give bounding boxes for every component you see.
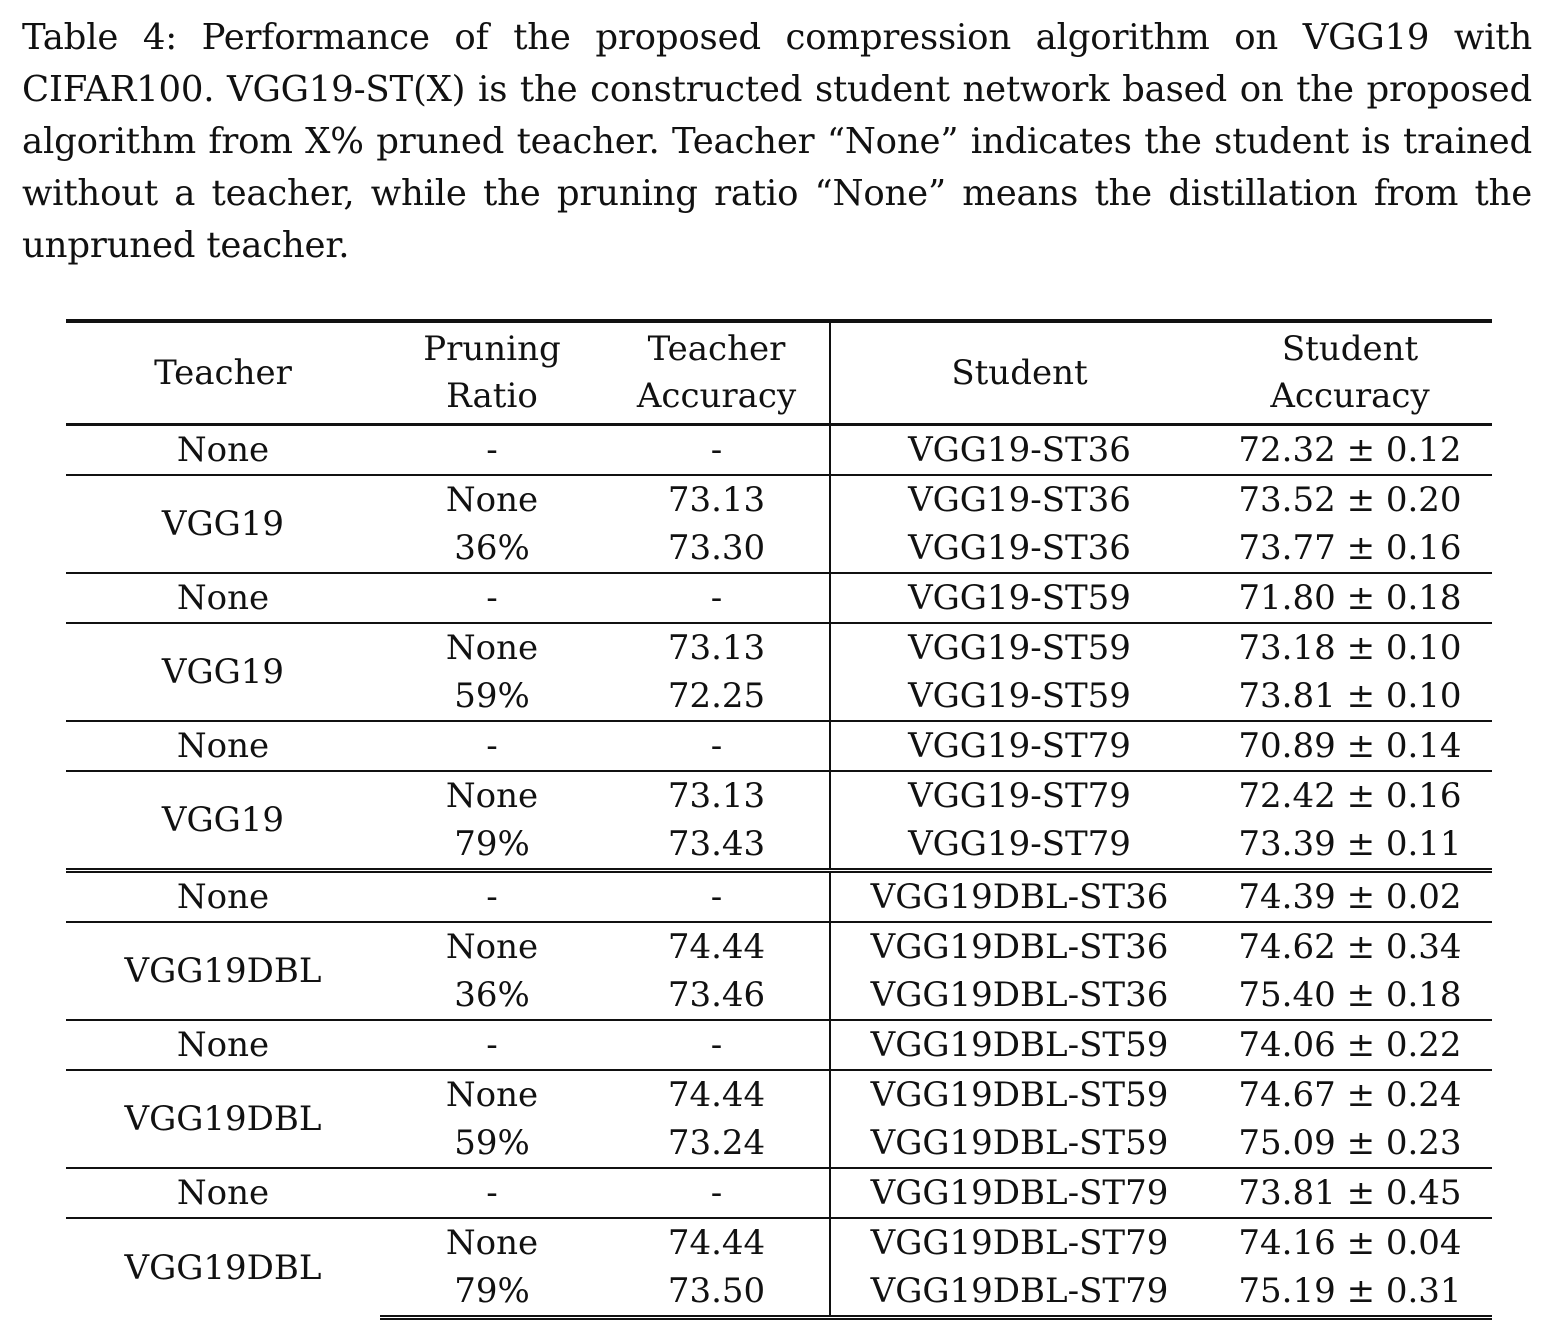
table-row <box>66 1168 1492 1218</box>
cell-student-accuracy: 74.16 ± 0.04 <box>1208 1218 1492 1267</box>
cell-pruning-ratio: None <box>380 623 604 672</box>
cell-student-accuracy: 70.89 ± 0.14 <box>1208 721 1492 771</box>
cell-pruning-ratio: 36% <box>454 528 530 568</box>
header-pruning-ratio-line1: Pruning <box>423 329 561 369</box>
cell-teacher-accuracy: 73.13 <box>604 475 830 524</box>
cell-pruning-ratio: 59% <box>454 1123 530 1163</box>
cell-student: VGG19-ST59 <box>830 623 1208 672</box>
cell-student: VGG19DBL-ST36 <box>870 975 1169 1015</box>
table-row <box>66 1070 1492 1119</box>
table-row <box>66 1218 1492 1267</box>
cell-student-accuracy: 74.67 ± 0.24 <box>1208 1070 1492 1119</box>
cell-pruning-ratio: None <box>380 1070 604 1119</box>
cell-teacher: VGG19 <box>66 623 380 721</box>
cell-pruning-ratio: None <box>380 922 604 971</box>
cell-student: VGG19DBL-ST79 <box>830 1168 1208 1218</box>
cell-student-accuracy: 75.40 ± 0.18 <box>1238 975 1462 1015</box>
header-student-accuracy <box>1208 321 1492 425</box>
cell-teacher: None <box>66 1020 380 1070</box>
cell-teacher: None <box>66 573 380 623</box>
cell-student-accuracy: 74.62 ± 0.34 <box>1208 922 1492 971</box>
header-teacher-accuracy-line1: Teacher <box>647 329 786 369</box>
cell-teacher: None <box>176 430 270 470</box>
cell-pruning-ratio: 79% <box>454 824 530 864</box>
cell-teacher-accuracy: 73.13 <box>604 771 830 820</box>
cell-pruning-ratio: None <box>380 475 604 524</box>
results-table <box>66 319 1492 1320</box>
cell-teacher-accuracy: 73.46 <box>604 971 830 1020</box>
header-pruning-ratio <box>380 321 604 425</box>
cell-student-accuracy: 72.32 ± 0.12 <box>1238 430 1462 470</box>
header-teacher: Teacher <box>66 321 380 425</box>
cell-teacher: VGG19 <box>66 475 380 573</box>
table-row <box>66 573 1492 623</box>
cell-student: VGG19-ST59 <box>830 573 1208 623</box>
table-row <box>66 771 1492 820</box>
table-row <box>66 1020 1492 1070</box>
cell-teacher: None <box>66 871 380 923</box>
cell-pruning-ratio: 79% <box>380 1267 604 1318</box>
table-row <box>66 623 1492 672</box>
results-table-container <box>66 319 1492 1320</box>
cell-student-accuracy: 71.80 ± 0.18 <box>1208 573 1492 623</box>
header-student-accuracy-line1: Student <box>1281 329 1419 369</box>
cell-teacher: VGG19DBL <box>66 922 380 1020</box>
cell-teacher: VGG19DBL <box>66 1070 380 1168</box>
cell-pruning-ratio: 36% <box>454 975 530 1015</box>
cell-student: VGG19-ST36 <box>830 475 1208 524</box>
cell-student-accuracy: 73.81 ± 0.10 <box>1238 676 1462 716</box>
cell-student-accuracy: 74.39 ± 0.02 <box>1208 871 1492 923</box>
header-student: Student <box>830 321 1208 425</box>
cell-pruning-ratio: None <box>380 1218 604 1267</box>
cell-teacher-accuracy: 73.30 <box>604 524 830 573</box>
cell-teacher-accuracy: 73.50 <box>604 1267 830 1318</box>
cell-pruning-ratio: - <box>380 871 604 923</box>
cell-teacher-accuracy: - <box>604 1168 830 1218</box>
header-pruning-ratio-line2: Ratio <box>446 376 538 416</box>
cell-teacher-accuracy: - <box>604 871 830 923</box>
cell-student-accuracy: 73.81 ± 0.45 <box>1208 1168 1492 1218</box>
cell-student-accuracy: 73.52 ± 0.20 <box>1208 475 1492 524</box>
cell-student-accuracy: 75.09 ± 0.23 <box>1238 1123 1462 1163</box>
cell-teacher-accuracy: 74.44 <box>604 922 830 971</box>
cell-student: VGG19-ST79 <box>830 771 1208 820</box>
cell-student: VGG19-ST79 <box>908 824 1131 864</box>
cell-student: VGG19DBL-ST59 <box>830 1070 1208 1119</box>
cell-pruning-ratio: - <box>486 430 498 470</box>
table-row <box>66 871 1492 923</box>
cell-student-accuracy: 73.39 ± 0.11 <box>1238 824 1462 864</box>
header-row <box>66 321 1492 425</box>
cell-pruning-ratio: None <box>380 771 604 820</box>
cell-student: VGG19-ST79 <box>830 721 1208 771</box>
cell-teacher-accuracy: 74.44 <box>604 1070 830 1119</box>
table-body <box>66 425 1492 1318</box>
table-row <box>66 475 1492 524</box>
cell-student-accuracy: 73.18 ± 0.10 <box>1208 623 1492 672</box>
cell-teacher-accuracy: 73.43 <box>604 820 830 871</box>
cell-student: VGG19DBL-ST36 <box>830 922 1208 971</box>
cell-student-accuracy: 73.77 ± 0.16 <box>1238 528 1462 568</box>
cell-student: VGG19DBL-ST36 <box>830 871 1208 923</box>
cell-teacher-accuracy: - <box>604 425 830 476</box>
cell-teacher-accuracy: 74.44 <box>604 1218 830 1267</box>
header-teacher-accuracy-line2: Accuracy <box>636 376 797 416</box>
cell-student: VGG19-ST36 <box>908 528 1131 568</box>
cell-student: VGG19DBL-ST59 <box>870 1123 1169 1163</box>
cell-pruning-ratio: - <box>380 573 604 623</box>
cell-student: VGG19DBL-ST79 <box>830 1218 1208 1267</box>
cell-student: VGG19DBL-ST79 <box>830 1267 1208 1318</box>
cell-teacher-accuracy: - <box>604 573 830 623</box>
cell-teacher-accuracy: - <box>604 721 830 771</box>
cell-student: VGG19DBL-ST59 <box>830 1020 1208 1070</box>
header-student-accuracy-line2: Accuracy <box>1270 376 1430 416</box>
header-teacher-accuracy <box>604 321 830 425</box>
cell-teacher-accuracy: 73.24 <box>604 1119 830 1168</box>
table-row <box>66 425 1492 476</box>
cell-teacher: None <box>66 721 380 771</box>
cell-student-accuracy: 74.06 ± 0.22 <box>1208 1020 1492 1070</box>
table-row <box>66 721 1492 771</box>
cell-teacher-accuracy: 72.25 <box>604 672 830 721</box>
table-caption: Table 4: Performance of the proposed compression algorithm on VGG19 with CIFAR100. VGG19-ST(X) is the constructed student network based on the proposed algorithm from X% pruned teacher. Teacher “None” indicates the student is trained without a teacher, while the pruning ratio “None” means the distillation from the unpruned teacher. <box>22 17 1532 266</box>
cell-teacher: None <box>66 1168 380 1218</box>
cell-teacher: VGG19 <box>66 771 380 871</box>
cell-student: VGG19-ST36 <box>908 430 1131 470</box>
cell-teacher-accuracy: 73.13 <box>604 623 830 672</box>
cell-teacher-accuracy: - <box>604 1020 830 1070</box>
cell-student-accuracy: 75.19 ± 0.31 <box>1208 1267 1492 1318</box>
cell-pruning-ratio: - <box>380 721 604 771</box>
cell-student: VGG19-ST59 <box>908 676 1131 716</box>
table-row <box>66 922 1492 971</box>
cell-pruning-ratio: - <box>380 1168 604 1218</box>
cell-teacher: VGG19DBL <box>66 1218 380 1318</box>
cell-student-accuracy: 72.42 ± 0.16 <box>1208 771 1492 820</box>
cell-pruning-ratio: - <box>380 1020 604 1070</box>
cell-pruning-ratio: 59% <box>454 676 530 716</box>
